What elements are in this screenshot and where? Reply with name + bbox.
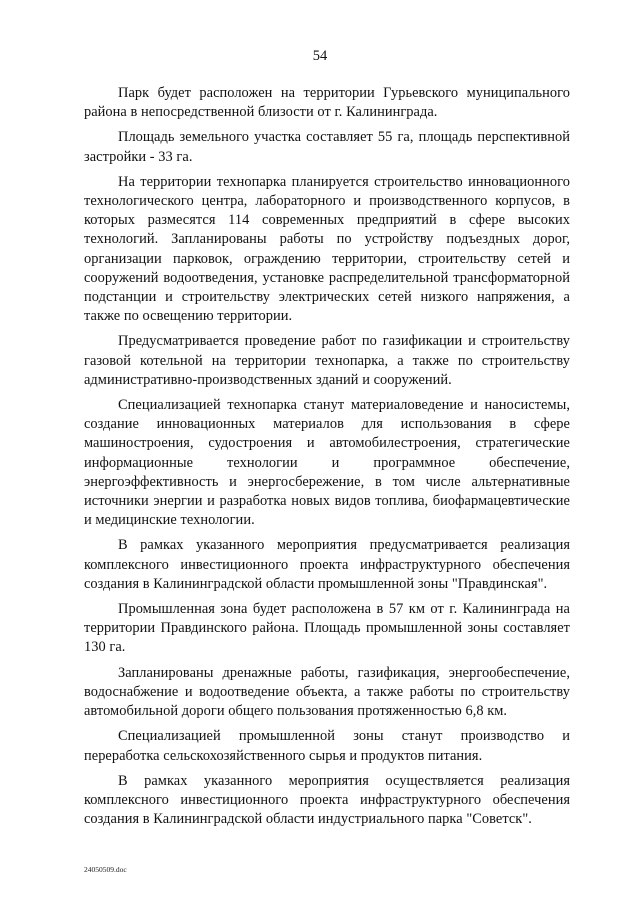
footer-filename: 24050509.doc (84, 865, 127, 874)
page-number: 54 (312, 48, 328, 64)
paragraph-1: Парк будет расположен на территории Гурьевского муниципального района в непосредственной близости от г. Калининграда. (84, 85, 570, 121)
paragraph-5: Специализацией технопарка станут материаловедение и наносистемы, создание инновационных материалов для использования в сфере машиностроения, судостроения и автомобилестроения, стратегические информационные технологии и программное обеспечение, энергоэффективность и энергосбережение, в том числе альтернативные источники энергии и разработка новых видов топлива, биофармацевтические и медицинские технологии. (84, 397, 570, 529)
paragraph-8: Запланированы дренажные работы, газификация, энергообеспечение, водоснабжение и водоотведение объекта, а также работы по строительству автомобильной дороги общего пользования протяженностью 6,8 км. (84, 664, 570, 720)
paragraph-3: На территории технопарка планируется строительство инновационного технологического центра, лабораторного и производственного корпусов, в которых размесятся 114 современных предприятий в сфере высоких технологий. Запланированы работы по устройству подъездных дорог, организации парковок, ограждению территории, строительству сетей и сооружений водоотведения, установке распределительной трансформаторной подстанции и строительству электрических сетей низкого напряжения, а также по освещению территории. (84, 173, 570, 325)
paragraph-2: Площадь земельного участка составляет 55 га, площадь перспективной застройки - 33 га. (84, 129, 570, 165)
document-body (84, 84, 570, 835)
paragraph-4: Предусматривается проведение работ по газификации и строительству газовой котельной на территории технопарка, а также по строительству административно-производственных зданий и сооружений. (84, 333, 570, 388)
paragraph-7: Промышленная зона будет расположена в 57 км от г. Калининграда на территории Правдинского района. Площадь промышленной зоны составляет 130 га. (84, 601, 570, 656)
paragraph-6: В рамках указанного мероприятия предусматривается реализация комплексного инвестиционного проекта инфраструктурного обеспечения создания в Калининградской области промышленной зоны "Правдинская". (84, 537, 570, 592)
paragraph-9: Специализацией промышленной зоны станут производство и переработка сельскохозяйственного сырья и продуктов питания. (84, 728, 570, 764)
paragraph-10: В рамках указанного мероприятия осуществляется реализация комплексного инвестиционного проекта инфраструктурного обеспечения создания в Калининградской области индустриального парка "Советск". (84, 772, 570, 828)
